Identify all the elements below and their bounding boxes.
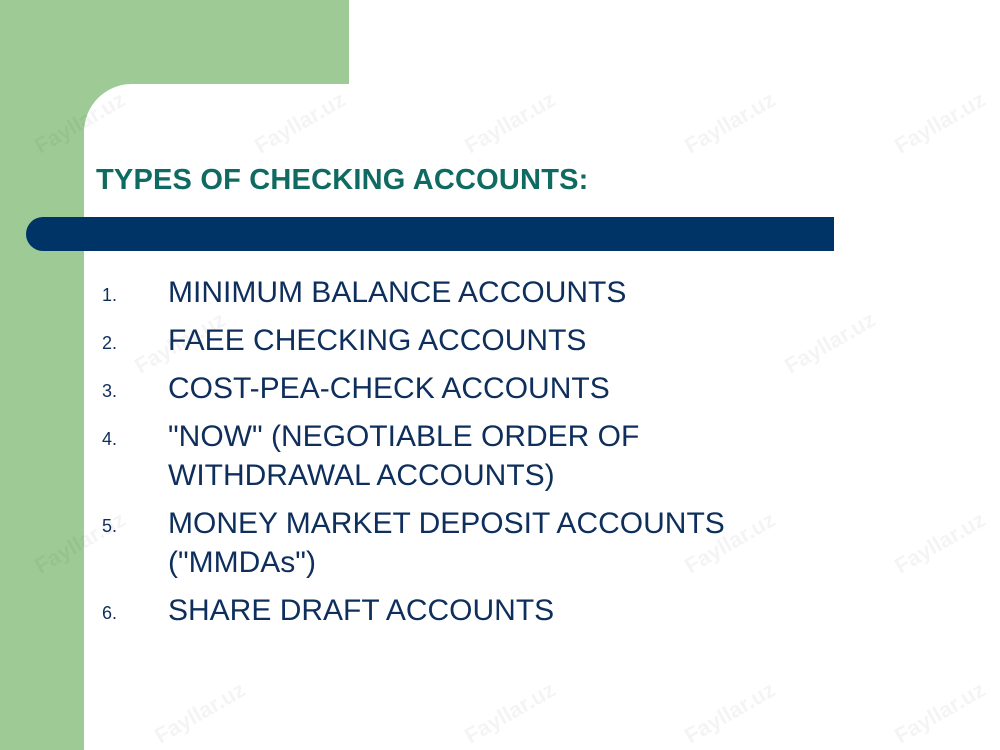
list-item-text: SHARE DRAFT ACCOUNTS [168,594,555,627]
list-item-number: 4. [102,429,118,449]
slide-title: TYPES OF CHECKING ACCOUNTS: [96,164,589,196]
list-item-text: MINIMUM BALANCE ACCOUNTS [168,276,627,309]
list-item-text: MONEY MARKET DEPOSIT ACCOUNTS ("MMDAs") [168,507,725,579]
list-item [102,504,842,582]
list-item-text: "NOW" (NEGOTIABLE ORDER OF WITHDRAWAL ACCOUNTS) [168,420,640,492]
account-types-list [102,273,842,639]
list-item [102,321,842,360]
list-item-text: FAEE CHECKING ACCOUNTS [168,324,587,357]
list-item-number: 2. [102,333,118,353]
list-item-number: 1. [102,285,118,305]
list-item-number: 3. [102,381,118,401]
list-item [102,591,842,630]
list-item-text: COST-PEA-CHECK ACCOUNTS [168,372,610,405]
list-item-number: 5. [102,516,118,536]
list-item [102,273,842,312]
title-underline-bar [26,217,834,251]
list-item-number: 6. [102,603,118,623]
list-item [102,417,842,495]
list-item [102,369,842,408]
